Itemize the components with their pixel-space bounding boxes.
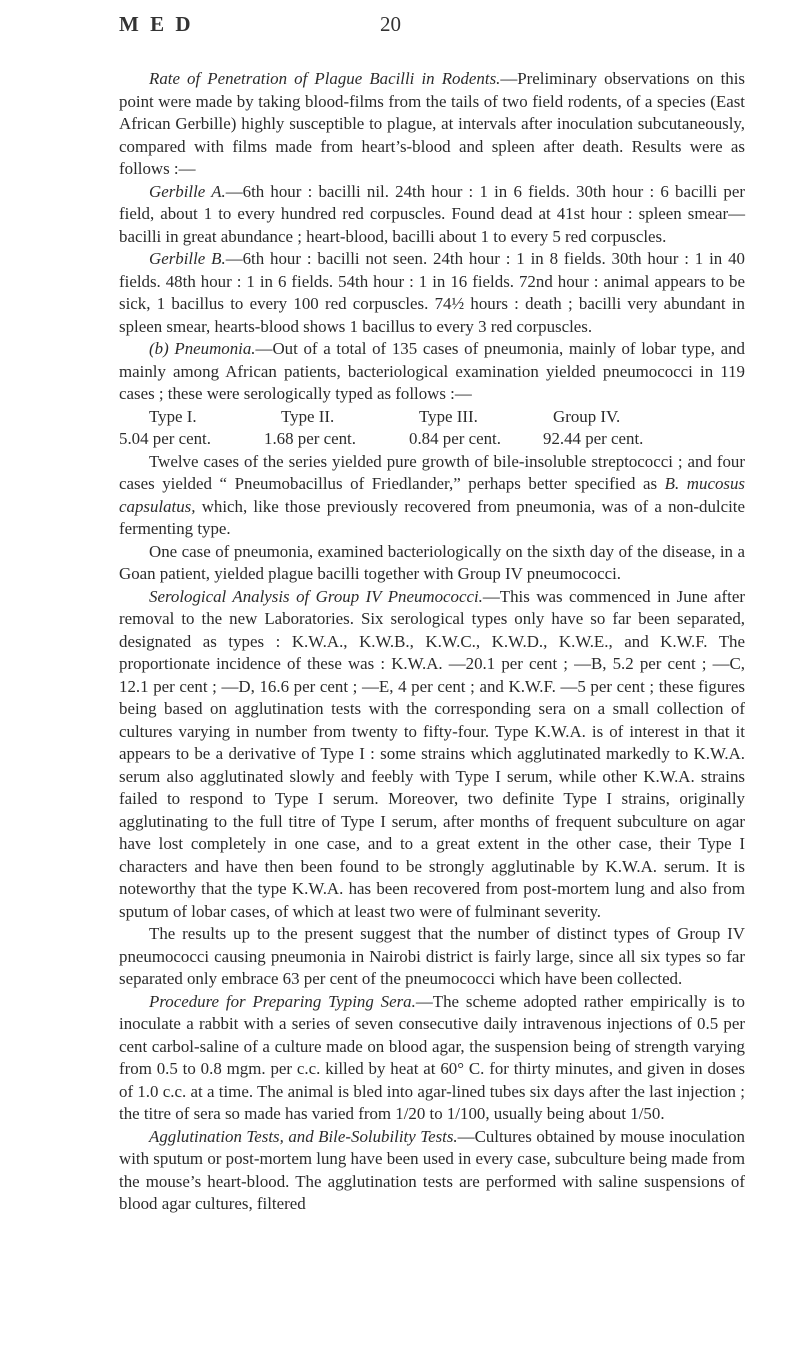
- types-value-row: [119, 428, 739, 451]
- page-number: 20: [380, 12, 401, 36]
- paragraph-text: —6th hour : bacilli nil. 24th hour : 1 in 6 fields. 30th hour : 6 bacilli per field, about 1 to every hundred red corpuscles. Found dead at 41st hour : spleen smear—bacilli in great abundance ; heart-blood, bacilli about 1 to every 5 red corpuscles.: [119, 181, 745, 246]
- paragraph-text: Twelve cases of the series yielded pure growth of bile-insoluble streptococci ; and four cases yielded “ Pneumobacillus of Friedlander,” perhaps better specified as: [119, 451, 745, 493]
- paragraph: [119, 991, 745, 1126]
- paragraph-text: —Preliminary observations on this point were made by taking blood-films from the tails of two field rodents, of a species (East African Gerbille) highly susceptible to plague, at intervals after inoculation subcutaneously, compared with films made from heart’s-blood and spleen after death. Results were as follows :—: [119, 69, 745, 178]
- paragraph: [119, 1126, 745, 1216]
- paragraph: [119, 181, 745, 249]
- type-value: 5.04 per cent.: [119, 429, 211, 448]
- paragraph-heading: Agglutination Tests, and Bile-Solubility Tests.: [149, 1126, 458, 1146]
- paragraph-heading: Rate of Penetration of Plague Bacilli in Rodents.: [149, 69, 501, 88]
- paragraph: [119, 338, 745, 406]
- paragraph-heading: Gerbille A.: [149, 181, 226, 201]
- italic-term: B. mucosus capsulatus,: [119, 474, 745, 516]
- type-header: Group IV.: [553, 406, 621, 426]
- paragraph-text: The results up to the present suggest that the number of distinct types of Group IV pneumococci causing pneumonia in Nairobi district is fairly large, since all six types so far separated only embrace 63 per cent of the pneumococci which have been collected.: [119, 924, 745, 988]
- paragraph-heading: Serological Analysis of Group IV Pneumococci.: [149, 586, 483, 606]
- paragraph: [119, 248, 745, 338]
- paragraph-text: —Out of a total of 135 cases of pneumonia, mainly of lobar type, and mainly among African patients, bacteriological examination yielded pneumococci in 119 cases ; these were serologically typed as follows :—: [119, 339, 745, 403]
- paragraph-heading: Gerbille B.: [149, 249, 226, 268]
- paragraph-text: One case of pneumonia, examined bacteriologically on the sixth day of the disease, in a Goan patient, yielded plague bacilli together with Group IV pneumococci.: [119, 541, 745, 583]
- paragraph: [119, 68, 745, 181]
- body-text: [119, 68, 745, 1216]
- type-header: Type I.: [149, 406, 197, 426]
- type-value: 0.84 per cent.: [409, 429, 501, 448]
- paragraph-text: —6th hour : bacilli not seen. 24th hour : 1 in 8 fields. 30th hour : 1 in 40 fields. 48th hour : 1 in 6 fields. 54th hour : 1 in 16 fields. 72nd hour : animal appears to be sick, 1 bacillus to every 100 red corpuscles. 74½ hours : death ; bacilli very abundant in spleen smear, hearts-blood shows 1 bacillus to every 3 red corpuscles.: [119, 249, 745, 336]
- paragraph: [119, 923, 745, 991]
- types-header-row: [119, 406, 769, 429]
- type-header: Type III.: [419, 406, 478, 426]
- paragraph-text: —This was commenced in June after removal to the new Laboratories. Six serological types only have so far been separated, designated as types : K.W.A., K.W.B., K.W.C., K.W.D., K.W.E., and K.W.F. The proportionate incidence of these was : K.W.A. —20.1 per cent ; —B, 5.2 per cent ; —C, 12.1 per cent ; —D, 16.6 per cent ; —E, 4 per cent ; and K.W.F. —5 per cent ; these figures being based on agglutination tests with the corresponding sera on a small collection of cultures varying in number from twenty to fifty-four. Type K.W.A. is of interest in that it appears to be a derivative of Type I : some strains which agglutinated markedly to K.W.A. serum also agglutinated slowly and feebly with Type I serum, while other K.W.A. strains failed to respond to Type I serum. Moreover, two definite Type I strains, originally agglutinating to the full titre of Type I serum, after months of frequent subculture on agar have lost completely in one case, and to a great extent in the other case, their Type I characters and have then been found to be strongly agglutinable by K.W.A. serum. It is noteworthy that the type K.W.A. has been recovered from post-mortem lung and also from sputum of lobar cases, of which at least two were of fulminant severity.: [119, 586, 745, 921]
- type-value: 92.44 per cent.: [543, 429, 644, 448]
- paragraph-text: which, like those previously recovered from pneumonia, was of a non-dulcite fermenting type.: [119, 496, 745, 538]
- paragraph: [119, 586, 745, 924]
- paragraph-heading: (b) Pneumonia.: [149, 339, 256, 358]
- paragraph-text: —The scheme adopted rather empirically is to inoculate a rabbit with a series of seven consecutive daily intravenous injections of 0.5 per cent carbol-saline of a culture made on blood agar, the suspension being of strength varying from 0.5 to 0.8 mgm. per c.c. killed by heat at 60° C. for thirty minutes, and given in doses of 1.0 c.c. at a time. The animal is bled into agar-lined tubes six days after the last injection ; the titre of sera so made has varied from 1/20 to 1/100, usually being about 1/50.: [119, 991, 745, 1123]
- type-header: Type II.: [281, 406, 335, 426]
- paragraph-text: —Cultures obtained by mouse inoculation with sputum or post-mortem lung have been used in every case, subculture being made from the mouse’s heart-blood. The agglutination tests are performed with saline suspensions of blood agar cultures, filtered: [119, 1126, 745, 1213]
- paragraph: [119, 541, 745, 586]
- running-header: M E D: [119, 12, 194, 36]
- paragraph: [119, 451, 745, 541]
- type-value: 1.68 per cent.: [264, 429, 356, 448]
- paragraph-heading: Procedure for Preparing Typing Sera.: [149, 991, 416, 1011]
